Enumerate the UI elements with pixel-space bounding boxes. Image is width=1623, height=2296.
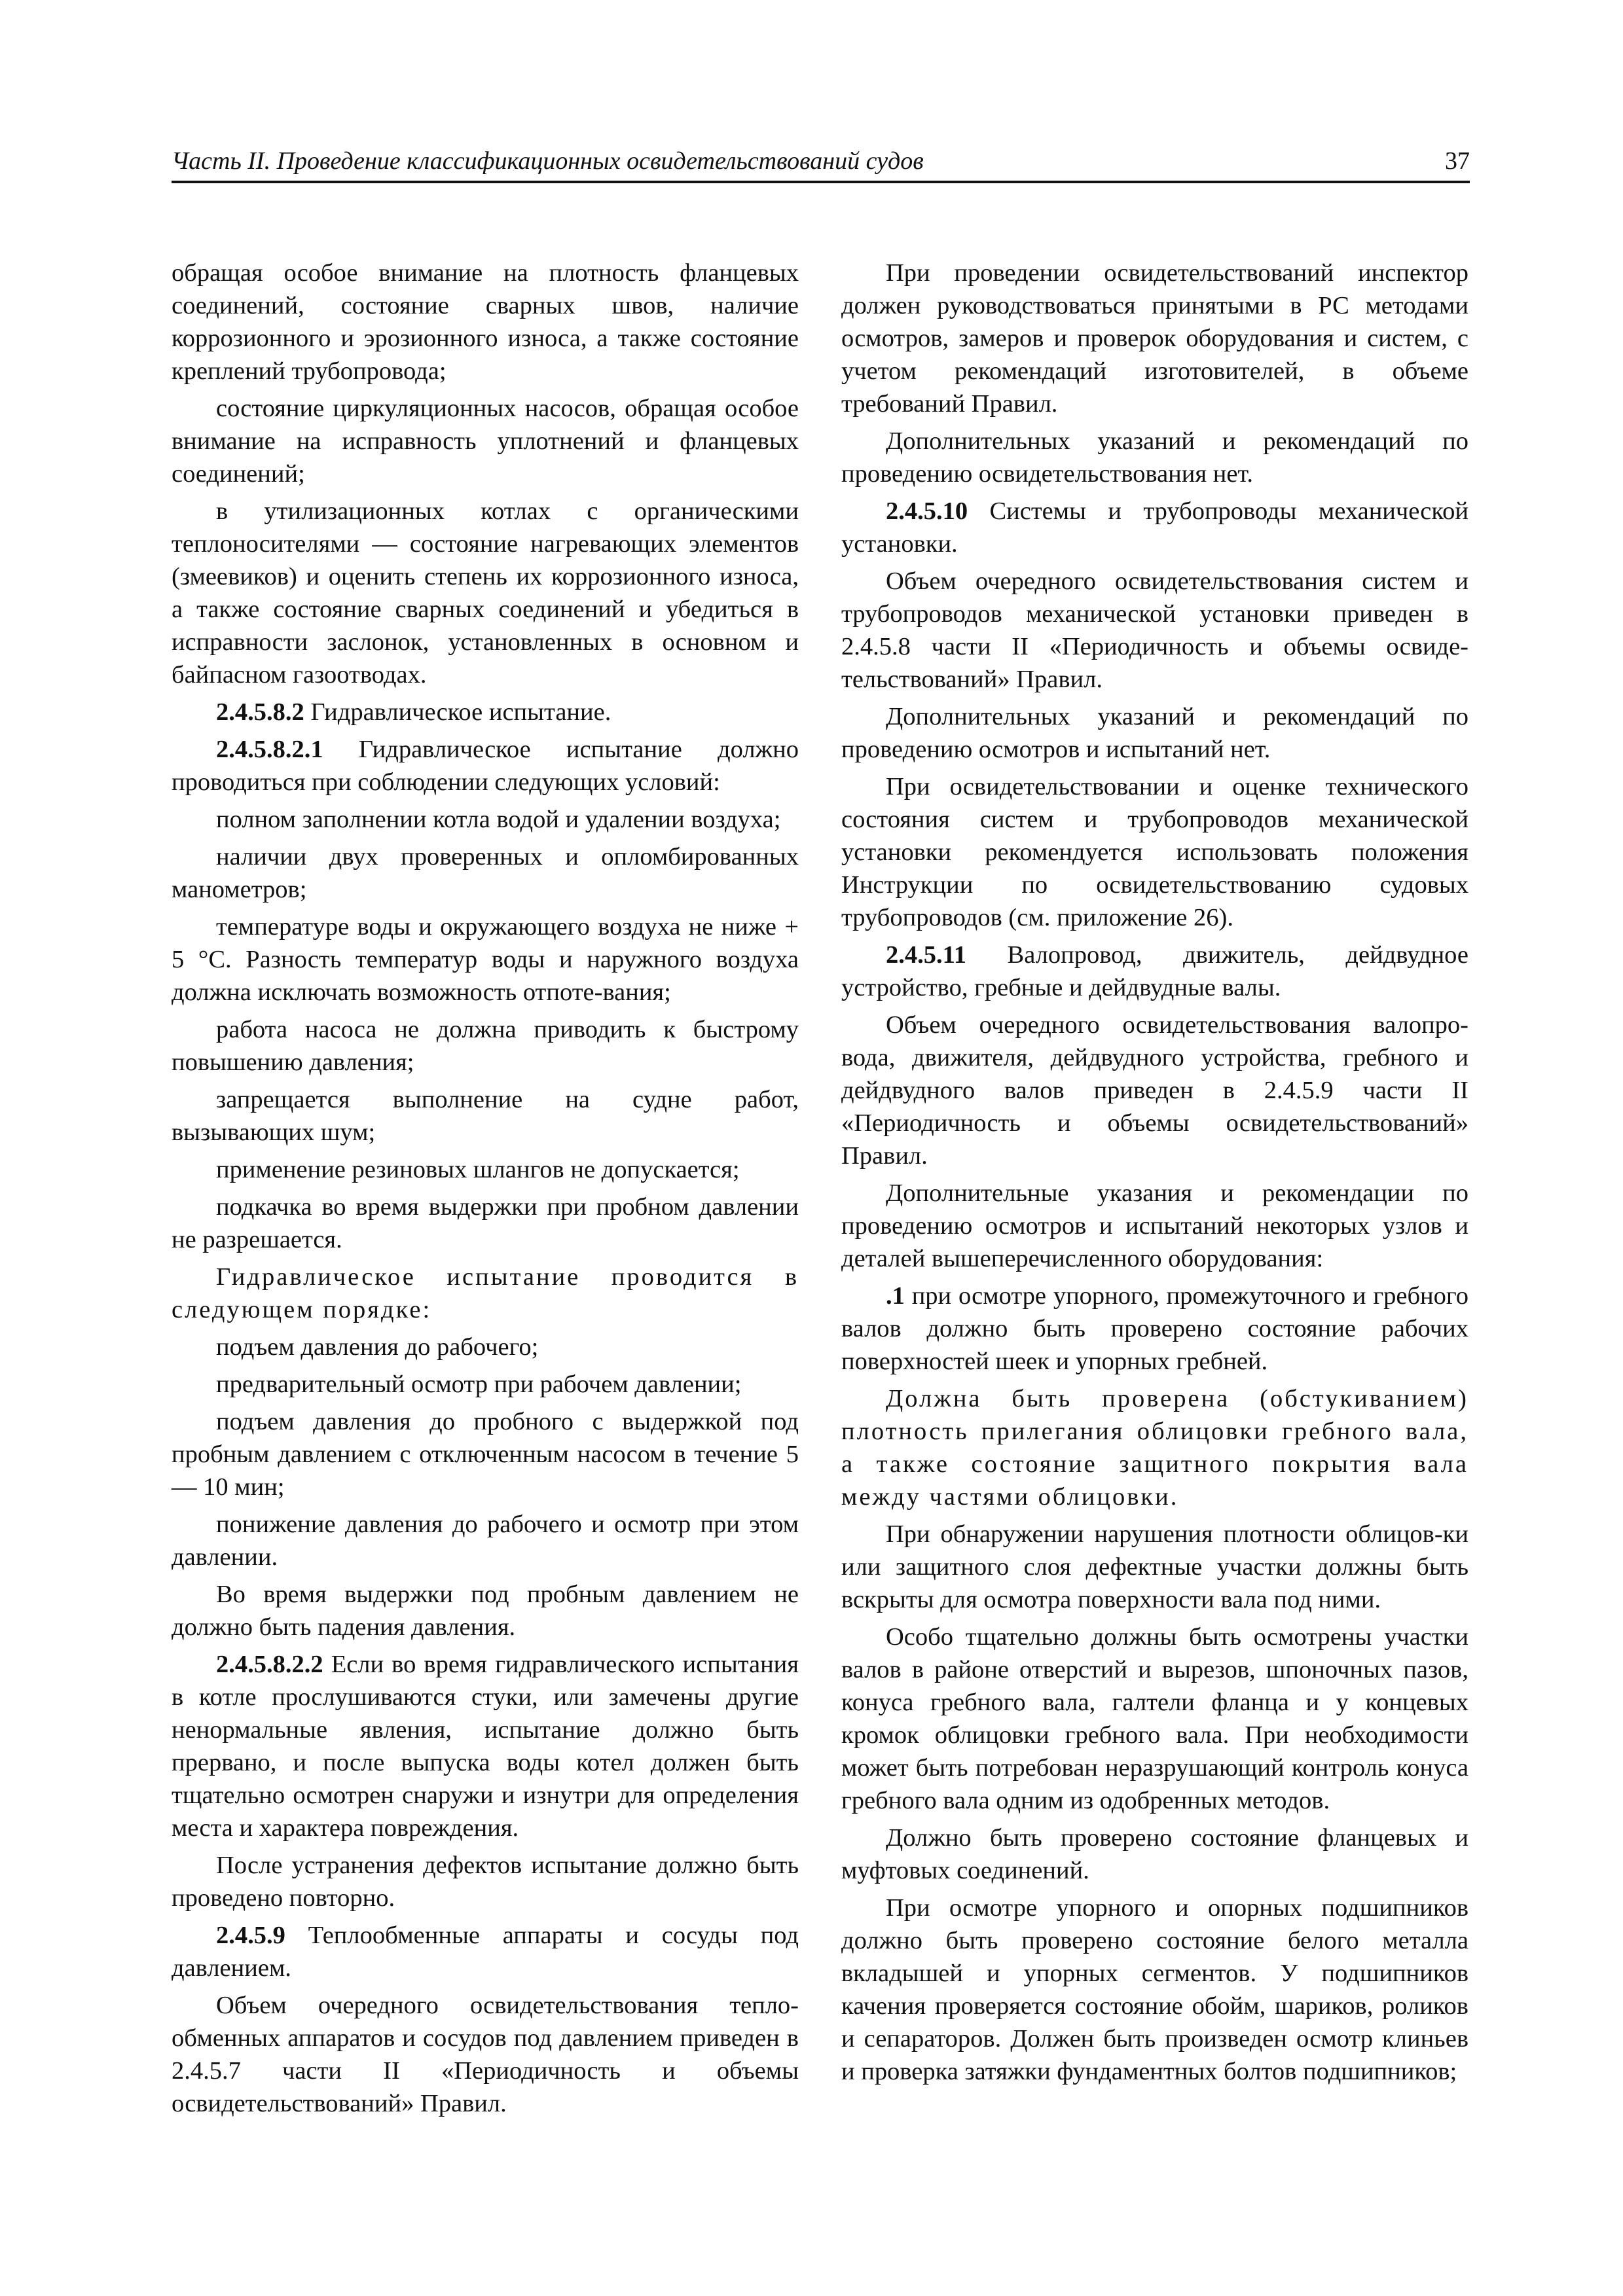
left-column <box>172 257 799 2120</box>
paragraph <box>172 733 799 798</box>
paragraph-text: предварительный осмотр при рабочем давлении; <box>216 1371 742 1398</box>
paragraph <box>172 910 799 1009</box>
paragraph-text: При освидетельствовании и оценке технического состояния систем и трубопроводов механической установки рекомендуется использовать положения Инструкции по освидетельствованию судовых трубопроводов (см. приложение 26). <box>841 773 1468 931</box>
section-number: .1 <box>886 1282 905 1310</box>
paragraph <box>172 257 799 387</box>
paragraph-text: Должно быть проверено состояние фланцевых и муфтовых соединений. <box>841 1824 1468 1884</box>
paragraph <box>172 392 799 490</box>
paragraph-text: Гидравлическое испытание. <box>304 698 611 726</box>
paragraph <box>841 1821 1468 1887</box>
paragraph <box>172 1508 799 1573</box>
paragraph <box>172 1849 799 1914</box>
paragraph <box>172 1368 799 1401</box>
section-number: 2.4.5.8.2 <box>216 698 304 726</box>
page-header <box>172 145 1470 179</box>
paragraph <box>172 1153 799 1186</box>
paragraph-text: Дополнительных указаний и рекомендаций по проведению осмотров и испытаний нет. <box>841 703 1468 763</box>
paragraph-text: Объем очередного освидетельствования тепло-обменных аппаратов и сосудов под давлением приведен в 2.4.5.7 части II «Периодичность и объемы освидетельствований» Правил. <box>172 1992 799 2117</box>
paragraph-text: Валопровод, движитель, дейдвудное устройство, гребные и дейдвудные валы. <box>841 941 1468 1001</box>
paragraph <box>172 1083 799 1149</box>
paragraph <box>841 1280 1468 1378</box>
paragraph-text: Должна быть проверена (обстукиванием) плотность прилегания облицовки гребного вала, а также состояние защитного покрытия вала между частями облицовки. <box>841 1385 1468 1511</box>
paragraph-text: Гидравлическое испытание должно проводиться при соблюдении следующих условий: <box>172 736 799 796</box>
paragraph <box>172 1919 799 1984</box>
paragraph-text: Объем очередного освидетельствования систем и трубопроводов механической установки приведен в 2.4.5.8 части II «Периодичность и объемы освиде-тельствований» Правил. <box>841 567 1468 693</box>
section-number: 2.4.5.8.2.1 <box>216 736 323 763</box>
paragraph <box>841 1621 1468 1817</box>
paragraph-text: подкачка во время выдержки при пробном давлении не разрешается. <box>172 1193 799 1253</box>
paragraph <box>841 425 1468 490</box>
paragraph <box>172 1648 799 1844</box>
paragraph-text: работа насоса не должна приводить к быстрому повышению давления; <box>172 1016 799 1076</box>
paragraph-text: в утилизационных котлах с органическими теплоносителями — состояние нагревающих элементов (змеевиков) и оценить степень их коррозионного износа, а также состояние сварных соединений и убедиться в исправности заслонок, установленных в основном и байпасном газоотводах. <box>172 497 799 689</box>
paragraph-text: наличии двух проверенных и опломбированных манометров; <box>172 843 799 903</box>
header-rule <box>172 181 1470 183</box>
paragraph <box>841 1892 1468 2088</box>
paragraph <box>172 1261 799 1326</box>
paragraph <box>841 1382 1468 1513</box>
paragraph-text: Дополнительные указания и рекомендации по проведению осмотров и испытаний некоторых узлов и деталей вышеперечисленного оборудования: <box>841 1179 1468 1272</box>
paragraph-text: температуре воды и окружающего воздуха не ниже + 5 °C. Разность температур воды и наружного воздуха должна исключать возможность отпоте-вания; <box>172 913 799 1006</box>
paragraph-text: состояние циркуляционных насосов, обращая особое внимание на исправность уплотнений и фланцевых соединений; <box>172 395 799 488</box>
paragraph <box>172 1989 799 2120</box>
paragraph-text: обращая особое внимание на плотность фланцевых соединений, состояние сварных швов, наличие коррозионного и эрозионного износа, а также состояние креплений трубопровода; <box>172 259 799 385</box>
paragraph-text: запрещается выполнение на судне работ, вызывающих шум; <box>172 1086 799 1146</box>
section-number: 2.4.5.8.2.2 <box>216 1651 323 1678</box>
paragraph <box>172 1331 799 1363</box>
paragraph <box>172 1578 799 1643</box>
paragraph <box>172 495 799 691</box>
paragraph-text: Объем очередного освидетельствования валопро-вода, движителя, дейдвудного устройства, гребного и дейдвудного валов приведен в 2.4.5.9 части II «Периодичность и объемы освидетельствований» Правил. <box>841 1011 1468 1170</box>
paragraph <box>172 1013 799 1079</box>
paragraph <box>172 1405 799 1503</box>
paragraph <box>172 696 799 728</box>
paragraph <box>841 1177 1468 1275</box>
page-number: 37 <box>1445 147 1470 175</box>
paragraph-text: понижение давления до рабочего и осмотр при этом давлении. <box>172 1511 799 1571</box>
paragraph-text: Во время выдержки под пробным давлением не должно быть падения давления. <box>172 1581 799 1641</box>
paragraph-text: применение резиновых шлангов не допускается; <box>216 1156 740 1183</box>
paragraph-text: Если во время гидравлического испытания в котле прослушиваются стуки, или замечены другие ненормальные явления, испытание должно быть прервано, и после выпуска воды котел должен быть тщательно осмотрен снаружи и изнутри для определения места и характера повреждения. <box>172 1651 799 1842</box>
paragraph <box>841 1518 1468 1616</box>
paragraph <box>841 770 1468 934</box>
section-number: 2.4.5.10 <box>886 497 968 525</box>
paragraph-text: подъем давления до рабочего; <box>216 1333 539 1361</box>
paragraph-text: Особо тщательно должны быть осмотрены участки валов в районе отверстий и вырезов, шпоночных пазов, конуса гребного вала, галтели фланца и у концевых кромок облицовки гребного вала. При необходимости может быть потребован неразрушающий контроль конуса гребного вала одним из одобренных методов. <box>841 1623 1468 1814</box>
paragraph-text: Гидравлическое испытание проводится в следующем порядке: <box>172 1263 799 1323</box>
paragraph <box>841 495 1468 560</box>
paragraph <box>841 939 1468 1004</box>
section-number: 2.4.5.11 <box>886 941 967 969</box>
paragraph-text: После устранения дефектов испытание должно быть проведено повторно. <box>172 1852 799 1912</box>
paragraph <box>841 1009 1468 1172</box>
paragraph-text: при осмотре упорного, промежуточного и гребного валов должно быть проверено состояние рабочих поверхностей шеек и упорных гребней. <box>841 1282 1468 1375</box>
running-title: Часть II. Проведение классификационных освидетельствований судов <box>172 147 924 175</box>
paragraph-text: Теплообменные аппараты и сосуды под давлением. <box>172 1922 799 1982</box>
paragraph-text: Дополнительных указаний и рекомендаций по проведению освидетельствования нет. <box>841 427 1468 488</box>
paragraph <box>841 565 1468 696</box>
paragraph <box>841 700 1468 766</box>
paragraph <box>172 840 799 906</box>
paragraph-text: Системы и трубопроводы механической установки. <box>841 497 1468 558</box>
paragraph-text: полном заполнении котла водой и удалении воздуха; <box>216 806 781 833</box>
paragraph-text: подъем давления до пробного с выдержкой под пробным давлением с отключенным насосом в течение 5 — 10 мин; <box>172 1408 799 1501</box>
paragraph-text: При обнаружении нарушения плотности облицов-ки или защитного слоя дефектные участки должны быть вскрыты для осмотра поверхности вала под ними. <box>841 1520 1468 1613</box>
paragraph <box>841 257 1468 420</box>
paragraph <box>172 803 799 836</box>
paragraph-text: При осмотре упорного и опорных подшипников должно быть проверено состояние белого металла вкладышей и упорных сегментов. У подшипников качения проверяется состояние обойм, шариков, роликов и сепараторов. Должен быть произведен осмотр клиньев и проверка затяжки фундаментных болтов подшипников; <box>841 1894 1468 2085</box>
section-number: 2.4.5.9 <box>216 1922 285 1949</box>
right-column <box>841 257 1468 2088</box>
paragraph <box>172 1191 799 1256</box>
paragraph-text: При проведении освидетельствований инспектор должен руководствоваться принятыми в РС методами осмотров, замеров и проверок оборудования и систем, с учетом рекомендаций изготовителей, в объеме требований Правил. <box>841 259 1468 418</box>
